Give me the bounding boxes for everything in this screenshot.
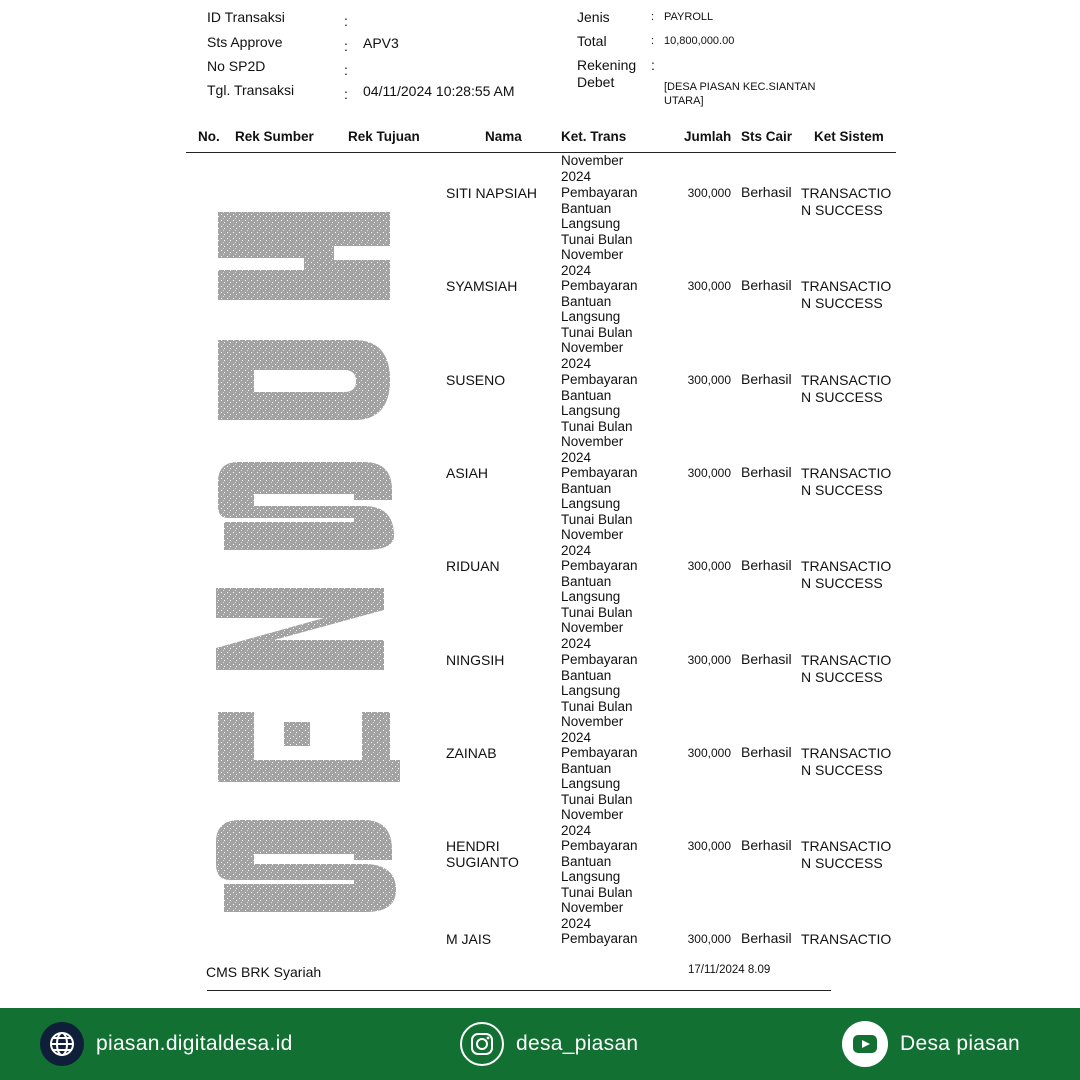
cell-jumlah: 300,000 — [687, 653, 731, 667]
col-rek-sumber: Rek Sumber — [235, 129, 314, 144]
cell-nama: SYAMSIAH — [446, 278, 518, 294]
cell-ket-trans: Pembayaran Bantuan Langsung Tunai Bulan November 2024 — [561, 278, 638, 371]
youtube-icon — [842, 1021, 888, 1067]
cell-sts-cair: Berhasil — [741, 837, 792, 853]
cell-jumlah: 300,000 — [687, 839, 731, 853]
doc-footer-timestamp: 17/11/2024 8.09 — [688, 964, 771, 976]
instagram-icon — [460, 1022, 504, 1066]
cell-sts-cair: Berhasil — [741, 371, 792, 387]
cell-ket-sistem: TRANSACTIO N SUCCESS — [801, 278, 892, 311]
cell-nama: ASIAH — [446, 465, 489, 481]
cell-jumlah: 300,000 — [687, 186, 731, 200]
cell-nama: NINGSIH — [446, 652, 505, 668]
cell-nama: RIDUAN — [446, 558, 500, 574]
instagram-label: desa_piasan — [516, 1032, 639, 1055]
social-footer — [0, 1008, 1080, 1080]
cell-nama: M JAIS — [446, 931, 492, 947]
cell-ket-sistem: TRANSACTIO — [801, 931, 892, 947]
cell-ket-sistem: TRANSACTIO N SUCCESS — [801, 558, 892, 591]
cell-sts-cair: Berhasil — [741, 277, 792, 293]
doc-footer-rule — [207, 990, 831, 991]
youtube-link[interactable] — [842, 1008, 1020, 1080]
label-tgl-transaksi: Tgl. Transaksi — [207, 82, 295, 98]
colon: : — [344, 62, 348, 78]
colon: : — [344, 13, 348, 29]
col-ket-sistem: Ket Sistem — [814, 129, 884, 144]
col-sts-cair: Sts Cair — [741, 129, 793, 144]
cell-ket-sistem: TRANSACTIO N SUCCESS — [801, 745, 892, 778]
label-debet: Debet — [577, 74, 615, 90]
cell-sts-cair: Berhasil — [741, 184, 792, 200]
colon: : — [651, 57, 655, 73]
colon: : — [344, 86, 348, 102]
cell-ket-trans: Pembayaran Bantuan Langsung Tunai Bulan November 2024 — [561, 745, 638, 838]
cell-jumlah: 300,000 — [687, 466, 731, 480]
globe-icon — [40, 1022, 84, 1066]
label-id-transaksi: ID Transaksi — [207, 9, 285, 25]
cell-ket-sistem: TRANSACTIO N SUCCESS — [801, 838, 892, 871]
label-sts-approve: Sts Approve — [207, 34, 283, 50]
cell-sts-cair: Berhasil — [741, 930, 792, 946]
ket-trans-continuation: November 2024 — [561, 153, 624, 184]
cell-ket-trans: Pembayaran Bantuan Langsung Tunai Bulan November 2024 — [561, 465, 638, 558]
label-total: Total — [577, 33, 607, 49]
value-jenis: PAYROLL — [664, 11, 714, 23]
col-no: No. — [198, 129, 220, 144]
cell-sts-cair: Berhasil — [741, 464, 792, 480]
label-no-sp2d: No SP2D — [207, 58, 266, 74]
col-nama: Nama — [485, 129, 522, 144]
cell-jumlah: 300,000 — [687, 746, 731, 760]
cell-jumlah: 300,000 — [687, 373, 731, 387]
cell-ket-sistem: TRANSACTIO N SUCCESS — [801, 185, 892, 218]
website-label: piasan.digitaldesa.id — [96, 1032, 293, 1055]
doc-footer-source: CMS BRK Syariah — [206, 964, 322, 980]
cell-sts-cair: Berhasil — [741, 651, 792, 667]
cell-ket-trans: Pembayaran Bantuan Langsung Tunai Bulan November 2024 — [561, 652, 638, 745]
cell-jumlah: 300,000 — [687, 279, 731, 293]
colon: : — [344, 38, 348, 54]
cell-ket-sistem: TRANSACTIO N SUCCESS — [801, 652, 892, 685]
colon: : — [651, 11, 655, 23]
label-rekening: Rekening — [577, 57, 637, 73]
cell-nama: HENDRI SUGIANTO — [446, 838, 519, 870]
value-sts-approve: APV3 — [363, 35, 399, 51]
label-jenis: Jenis — [577, 9, 610, 25]
cell-nama: ZAINAB — [446, 745, 497, 761]
colon: : — [651, 35, 655, 47]
cell-ket-trans: Pembayaran — [561, 931, 638, 946]
cell-sts-cair: Berhasil — [741, 557, 792, 573]
cell-nama: SITI NAPSIAH — [446, 185, 538, 201]
cell-jumlah: 300,000 — [687, 559, 731, 573]
cell-sts-cair: Berhasil — [741, 744, 792, 760]
col-jumlah: Jumlah — [684, 129, 732, 144]
table-header-divider — [186, 152, 896, 153]
instagram-link[interactable] — [460, 1008, 638, 1080]
censor-stamp — [214, 200, 404, 920]
value-tgl-transaksi: 04/11/2024 10:28:55 AM — [363, 83, 515, 99]
cell-ket-sistem: TRANSACTIO N SUCCESS — [801, 465, 892, 498]
value-total: 10,800,000.00 — [664, 35, 735, 47]
col-ket-trans: Ket. Trans — [561, 129, 627, 144]
value-rekening-line1: [DESA PIASAN KEC.SIANTAN — [664, 81, 816, 93]
cell-ket-trans: Pembayaran Bantuan Langsung Tunai Bulan November 2024 — [561, 372, 638, 465]
value-rekening-line2: UTARA] — [664, 95, 704, 107]
youtube-label: Desa piasan — [900, 1032, 1021, 1055]
cell-jumlah: 300,000 — [687, 932, 731, 946]
cell-ket-trans: Pembayaran Bantuan Langsung Tunai Bulan November 2024 — [561, 185, 638, 278]
col-rek-tujuan: Rek Tujuan — [348, 129, 420, 144]
cell-ket-trans: Pembayaran Bantuan Langsung Tunai Bulan November 2024 — [561, 838, 638, 931]
cell-nama: SUSENO — [446, 372, 506, 388]
cell-ket-sistem: TRANSACTIO N SUCCESS — [801, 372, 892, 405]
website-link[interactable] — [40, 1008, 293, 1080]
cell-ket-trans: Pembayaran Bantuan Langsung Tunai Bulan November 2024 — [561, 558, 638, 651]
